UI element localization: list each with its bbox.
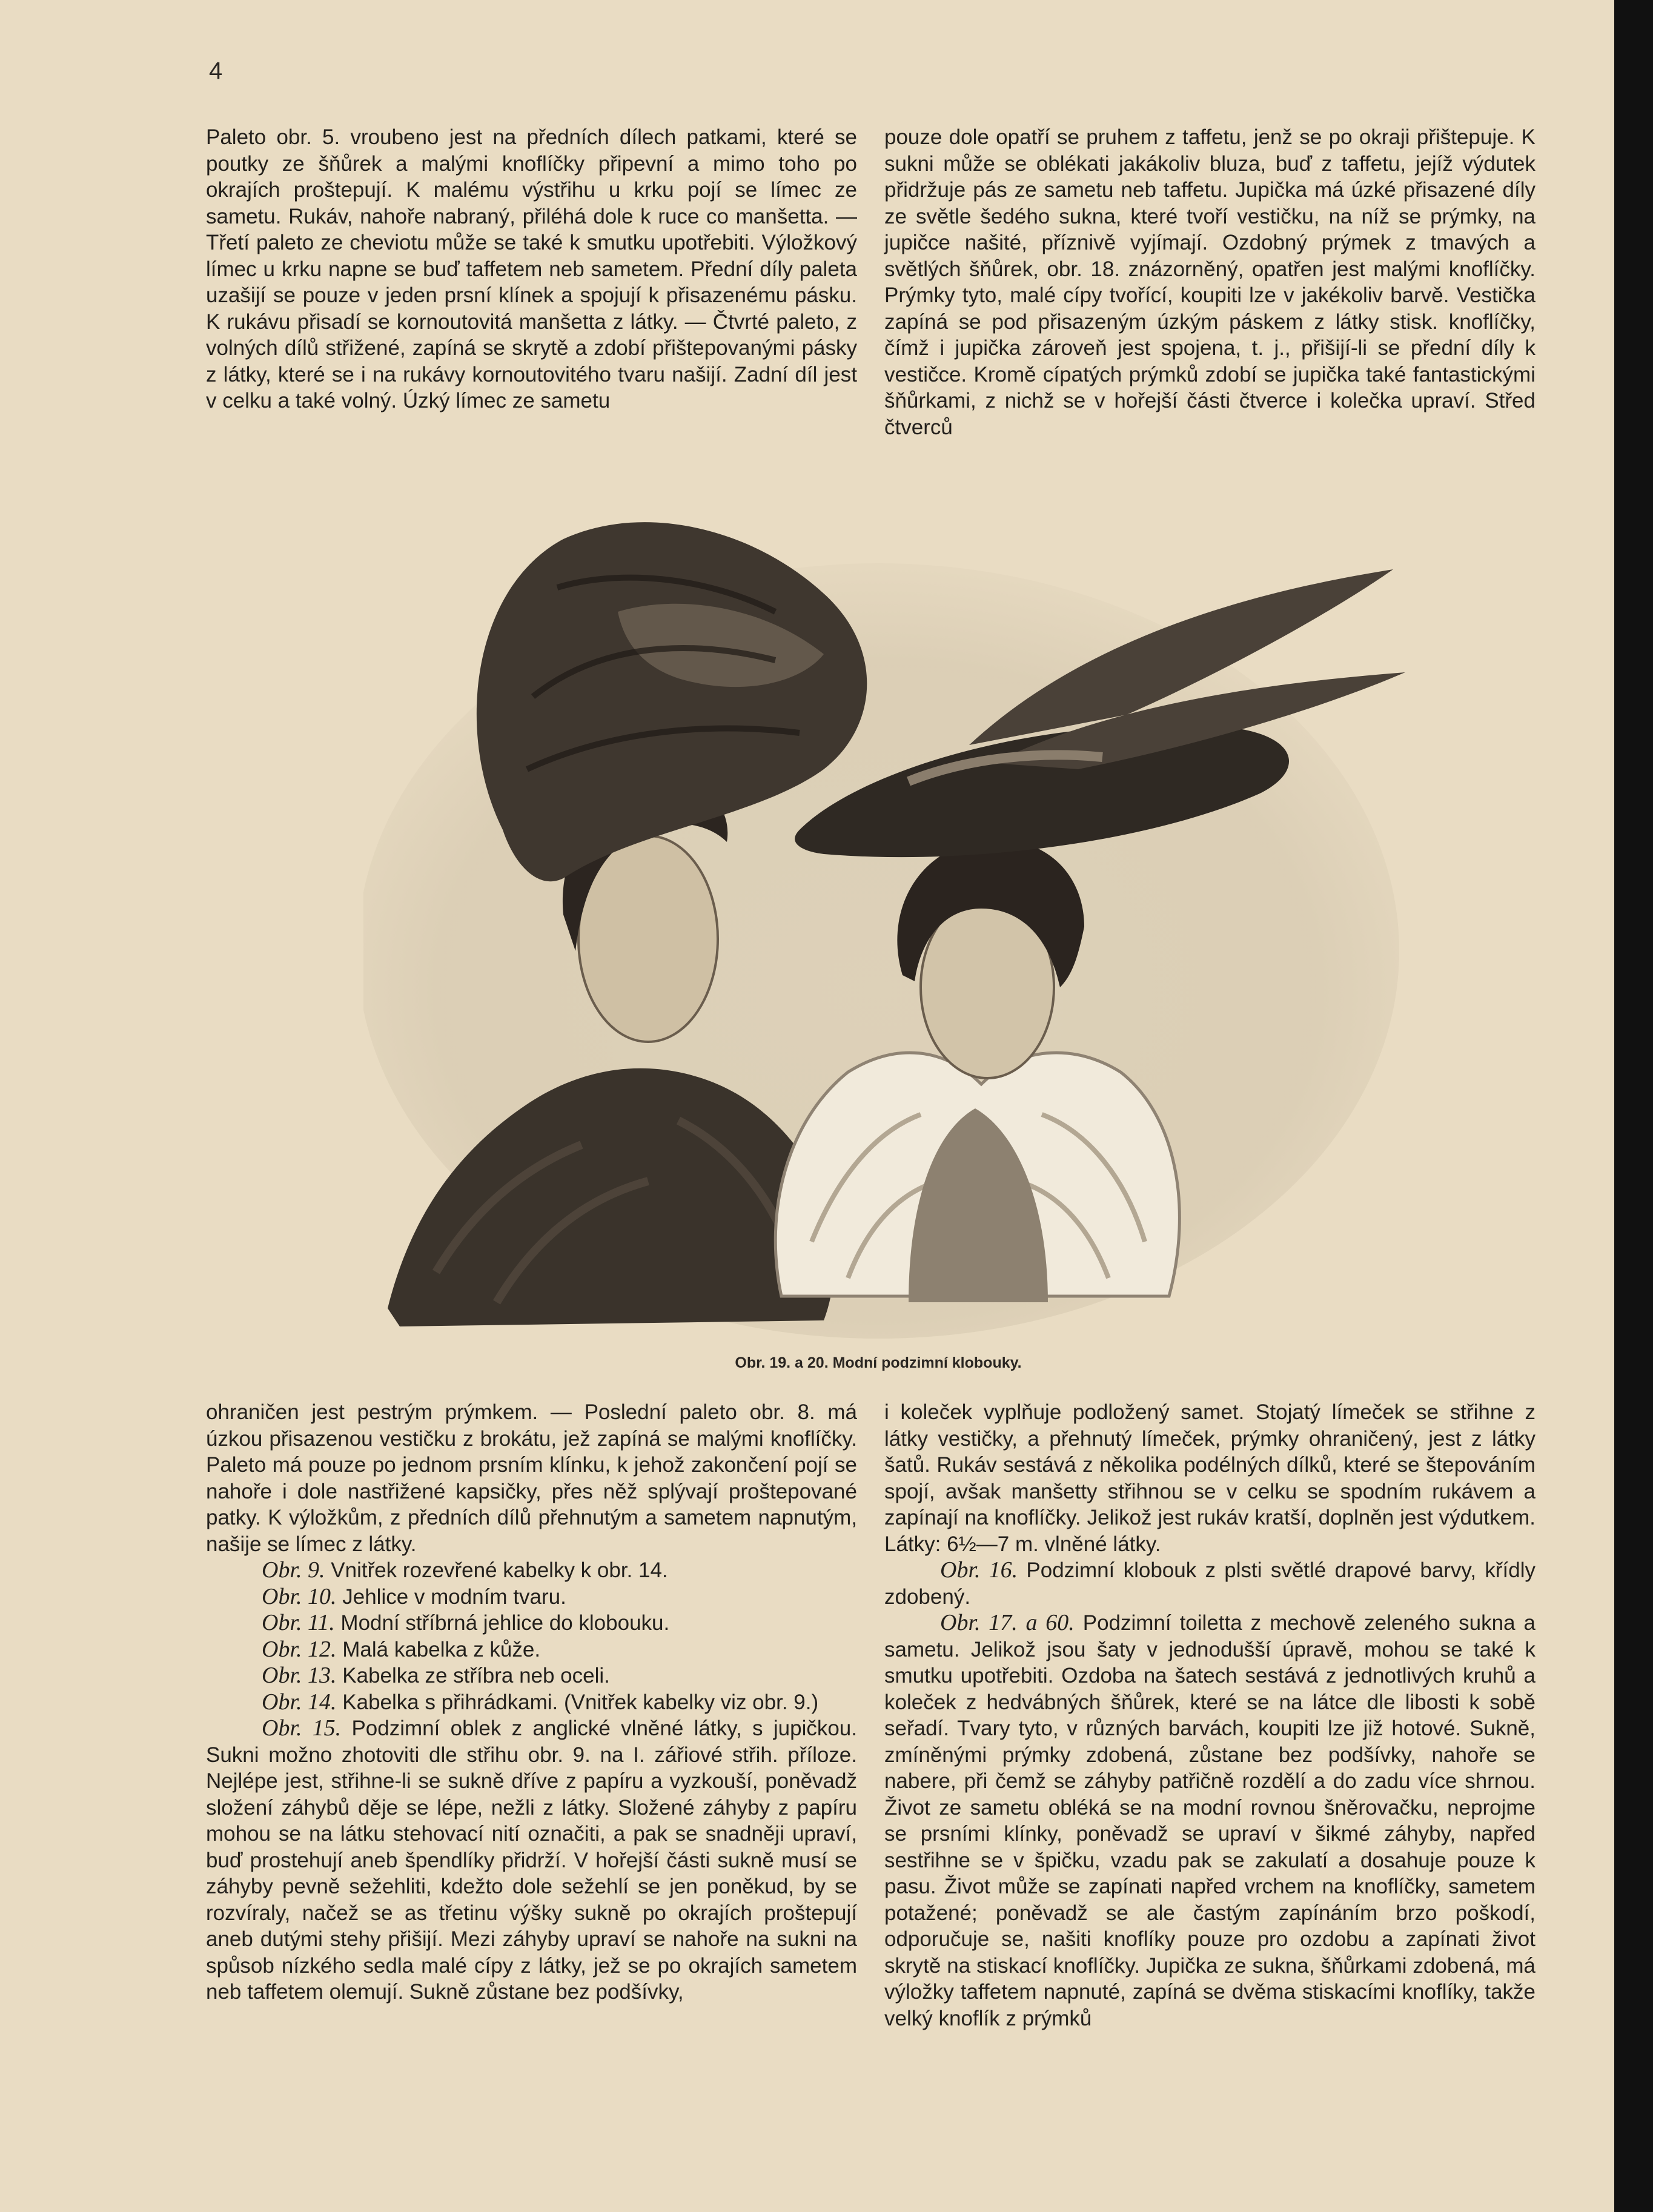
figure-description: [206, 1715, 857, 2005]
column-top-left: [206, 124, 857, 414]
figure-text: Podzimní oblek z anglické vlněné látky, s jupičkou. Sukni možno zhotoviti dle střihu obr. 9. na I. zářiové střih. příloze. Nejlépe jest, střihne-li se sukně dříve z papíru a vyzkouší, poněvadž složení záhybů děje se lépe, nežli z látky. Složené záhyby z papíru mohou se na látku stehovací nití označiti, a pak se snadněji upraví, buď prostehují aneb špendlíky přidrží. V hořejší části sukně musí se záhyby pevně sežehliti, kdežto dole sežehlí se jen poněkud, by se rozvíraly, načež se as třetinu výšky sukně po okrajích proštepují aneb dutými stehy přišijí. Mezi záhyby upraví se nahoře na sukni na spůsob nízkého sedla malé cípy z látky, jež se po okrajích sametem neb taffetem olemují. Sukně zůstane bez podšívky,: [206, 1717, 858, 2004]
figure-text: Jehlice v modním tvaru.: [336, 1584, 566, 1609]
figure-text: Podzimní klobouk z plsti světlé drapové barvy, křídly zdobený.: [884, 1558, 1535, 1609]
page-number: 4: [209, 58, 223, 84]
figure-description: [206, 1610, 857, 1637]
figure-text: Vnitřek rozevřené kabelky k obr. 14.: [325, 1558, 668, 1582]
body-paragraph: Paleto obr. 5. vroubeno jest na předních dílech patkami, které se poutky ze šňůrek a malými knoflíčky připevní a mimo toho po okrajích proštepují. K malému výstřihu u krku pojí se límec ze sametu. Rukáv, nahoře nabraný, přiléhá dole k ruce co manšetta. — Třetí paleto ze cheviotu může se také k smutku upotřebiti. Výložkový límec u krku napne se buď taffetem neb sametem. Přední díly paleta uzašijí se pouze v jeden prsní klínek a spojují k přisazenému pásku. K rukávu přisadí se kornoutovitá manšetta z látky. — Čtvrté paleto, z volných dílů střižené, zapíná se skrytě a zdobí přištepovanými pásky z látky, které se i na rukávy kornoutovitého tvaru našijí. Zadní díl jest v celku a také volný. Úzký límec ze sametu: [206, 125, 857, 412]
column-bottom-left: [206, 1399, 857, 2005]
body-paragraph: ohraničen jest pestrým prýmkem. — Poslední paleto obr. 8. má úzkou přisazenou vestičku z brokátu, jež zapíná se malými knoflíčky. Paleto má pouze po jednom prsním klínku, k jehož zakončení pojí se nahoře i dole nastřižené kapsičky, přes něž splývají proštepované patky. K výložkům, z předních dílů přehnutým a sametem napnutým, našije se límec z látky.: [206, 1400, 857, 1556]
figure-label: Obr. 15.: [262, 1715, 342, 1741]
figure-text: Kabelka ze stříbra neb oceli.: [336, 1664, 610, 1687]
figure-description: [206, 1663, 857, 1689]
figure-description: [884, 1557, 1535, 1610]
body-paragraph: pouze dole opatří se pruhem z taffetu, jenž se po okraji přištepuje. K sukni může se oblékati jakákoliv bluza, buď z taffetu, jejíž výdutek přidržuje pás ze sametu neb taffetu. Jupička má úzké přisazené díly ze světle šedého sukna, které tvoří vestičku, na níž se prýmky, na jupičce našité, příznivě vyjímají. Ozdobný prýmek z tmavých a světlých šňůrek, obr. 18. znázorněný, opatřen jest malými knoflíčky. Prýmky tyto, malé cípy tvořící, koupiti lze v jakékoliv barvě. Vestička zapíná se pod přisazeným úzkým páskem z látky stisk. knoflíčky, čímž i jupička zároveň jest spojena, t. j., přišijí-li se přední díly k vestičce. Kromě cípatých prýmků zdobí se jupička také fantastickými šňůrkami, z nichž se v hořejší části čtverce i kolečka upraví. Střed čtverců: [884, 125, 1535, 439]
figure-label: Obr. 10.: [262, 1583, 337, 1609]
figure-description: [206, 1637, 857, 1663]
scan-edge: [1614, 0, 1653, 2212]
figure-label: Obr. 13.: [262, 1663, 337, 1688]
figure-description: [206, 1584, 857, 1611]
body-paragraph: i koleček vyplňuje podložený samet. Stojatý límeček se střihne z látky vestičky, a přehnutý límeček, prýmky ohraničený, jest z látky šatů. Rukáv sestává z několika podélných dílků, které se štepováním spojí, avšak manšetty střihnou se v celku se spodním rukávem a zapínají na knoflíčky. Jelikož jest rukáv kratší, doplněn jest výdutkem. Látky: 6½—7 m. vlněné látky.: [884, 1400, 1535, 1556]
figure-label: Obr. 11.: [262, 1610, 335, 1635]
figure-description: [206, 1689, 857, 1716]
figure-label: Obr. 16.: [940, 1557, 1018, 1583]
figure-text: Malá kabelka z kůže.: [336, 1637, 541, 1661]
figure-label: Obr. 12.: [262, 1636, 337, 1662]
figure-text: Modní stříbrná jehlice do klobouku.: [334, 1611, 670, 1635]
figure-label: Obr. 9.: [262, 1557, 325, 1583]
figure-description: [884, 1610, 1535, 2032]
column-top-right: [884, 124, 1535, 440]
figure-text: Kabelka s přihrádkami. (Vnitřek kabelky viz obr. 9.): [336, 1690, 819, 1714]
figure-text: Podzimní toiletta z mechově zeleného sukna a sametu. Jelikož jsou šaty v jednodušší úpravě, mohou se také k smutku upotřebiti. Ozdoba na šatech sestává z jednotlivých kruhů a koleček z hedvábných šňůrek, které se na látce dle libosti k sobě seřadí. Tvary tyto, v různých barvách, koupiti lze již hotové. Sukně, zmíněnými prýmky zdobená, zůstane bez podšívky, nahoře se nabere, při čemž se záhyby patřičně rozdělí a do zadu více shrnou. Život ze sametu obléká se na modní rovnou šněrovačku, neprojme se prsními klínky, poněvadž se upraví v šikmé záhyby, napřed sestřihne se v špičku, vzadu pak se zakulatí a dosahuje pouze k pasu. Život může se zapínati napřed vrchem na knoflíčky, sametem potažené; poněvadž se ale častým zapínáním brzo poškodí, odporučuje se, našiti knoflíky pouze pro ozdobu a zapínati život skrytě na stiskací knoflíčky. Jupička ze sukna, šňůrkami zdobená, má výložky taffetem napnuté, zapíná se dvěma stiskacími knoflíky, takže velký knoflík z prýmků: [884, 1611, 1535, 2030]
figure-label: Obr. 17. a 60.: [940, 1610, 1075, 1635]
figure-label: Obr. 14.: [262, 1689, 337, 1715]
column-bottom-right: [884, 1399, 1535, 2032]
figure-caption: Obr. 19. a 20. Modní podzimní klobouky.: [735, 1354, 1022, 1371]
hats-illustration: [363, 515, 1423, 1345]
figure-description: [206, 1557, 857, 1584]
